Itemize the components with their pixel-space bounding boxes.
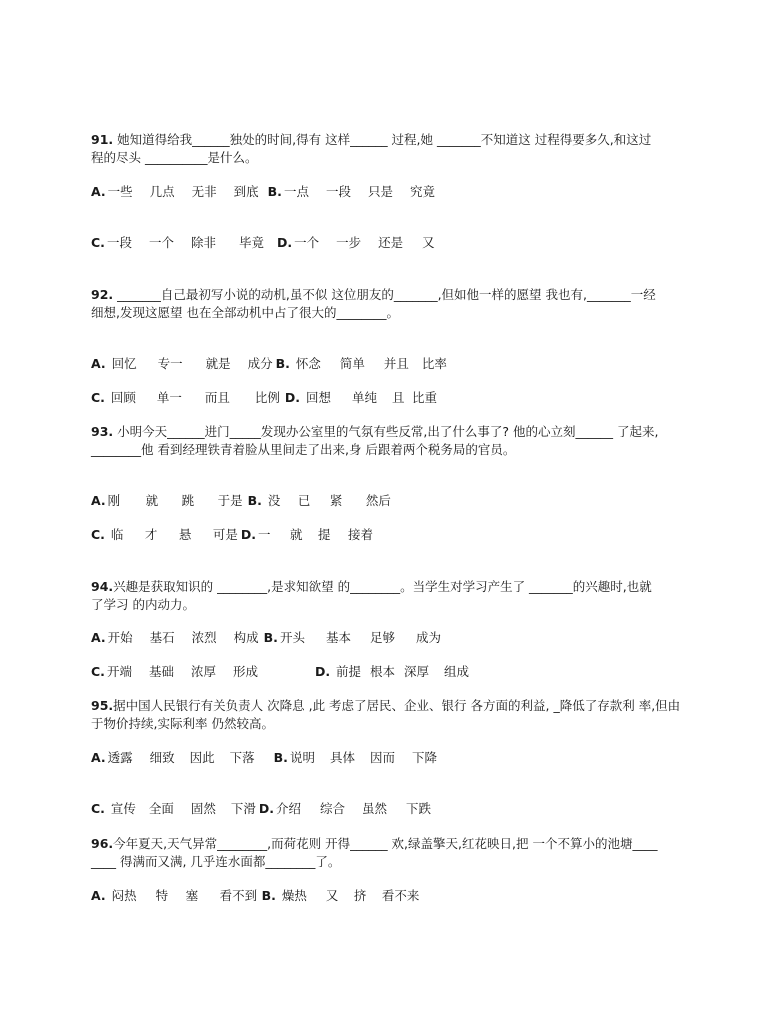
option-letter: B. (261, 888, 276, 903)
option-word: 一步 (336, 235, 362, 250)
option-word: 下落 (229, 750, 255, 765)
question-number: 94. (91, 579, 114, 594)
option-word: 单一 (156, 390, 182, 405)
option-word: 无非 (191, 184, 217, 199)
question-96-stem-line2: ____ 得满而又满, 几乎连水面都________了。 (91, 854, 341, 869)
option-letter: D. (240, 527, 257, 542)
option-word: 特 (155, 888, 169, 903)
option-word: 细致 (149, 750, 175, 765)
option-word: 一段 (106, 235, 132, 250)
option-word: 下降 (411, 750, 437, 765)
question-number: 95. (91, 698, 114, 713)
question-93-options-ab (91, 493, 391, 509)
option-word: 接着 (348, 527, 374, 542)
option-word: 因此 (189, 750, 215, 765)
question-text: 据中国人民银行有关负责人 次降息 ,此 考虑了居民、企业、银行 各方面的利益, _降低了存款利 率,但由 (113, 698, 681, 713)
option-word: 宣传 (110, 801, 136, 816)
question-text: 兴趣是获取知识的 ________,是求知欲望 的________。当学生对学习产生了 _______的兴趣时,也就 (113, 579, 652, 594)
option-word: 前提 (336, 664, 362, 679)
option-word: 足够 (369, 630, 395, 645)
option-letter: B. (263, 630, 278, 645)
option-word: 基础 (148, 664, 174, 679)
question-94-options-ab (91, 630, 441, 646)
question-number: 96. (91, 836, 114, 851)
option-word: 下跌 (406, 801, 432, 816)
option-word: 一些 (107, 184, 133, 199)
option-letter: B. (267, 184, 282, 199)
option-letter: A. (91, 888, 106, 903)
option-word: 又 (422, 235, 435, 250)
option-word: 只是 (367, 184, 393, 199)
option-word: 于是 (217, 493, 243, 508)
option-letter: D. (284, 390, 301, 405)
question-95-stem-line2: 于物价持续,实际利率 仍然较高。 (91, 716, 274, 731)
option-letter: C. (91, 801, 105, 816)
option-word: 透露 (107, 750, 133, 765)
question-95-options-cd (91, 801, 431, 817)
option-word: 形成 (232, 664, 258, 679)
option-letter: D. (258, 801, 275, 816)
option-word: 构成 (233, 630, 259, 645)
option-letter: A. (91, 750, 106, 765)
option-word: 深厚 (404, 664, 430, 679)
option-word: 组成 (444, 664, 470, 679)
question-91-stem-line2: 程的尽头 __________是什么。 (91, 150, 258, 165)
option-word: 悬 (178, 527, 192, 542)
option-word: 固然 (190, 801, 216, 816)
option-word: 而且 (204, 390, 230, 405)
option-word: 燥热 (281, 888, 307, 903)
question-text: _______自己最初写小说的动机,虽不似 这位朋友的_______,但如他一样的愿望 我也有,_______一经 (117, 287, 656, 302)
option-word: 究竟 (409, 184, 435, 199)
option-word: 说明 (289, 750, 315, 765)
question-91-stem-line1 (91, 132, 651, 148)
question-95-stem-line1 (91, 698, 680, 714)
option-word: 除非 (190, 235, 216, 250)
option-word: 下滑 (230, 801, 256, 816)
option-word: 回顾 (110, 390, 136, 405)
option-letter: A. (91, 184, 106, 199)
question-92-stem-line2: 细想,发现这愿望 也在全部动机中占了很大的________。 (91, 305, 399, 320)
option-word: 基本 (325, 630, 351, 645)
option-word: 又 (325, 888, 339, 903)
option-word: 比率 (421, 356, 447, 371)
question-94-stem-line1 (91, 579, 652, 595)
option-word: 介绍 (276, 801, 302, 816)
option-letter: C. (91, 664, 105, 679)
question-93-options-cd (91, 527, 373, 543)
question-96-options-ab (91, 888, 419, 904)
question-91-options-cd (91, 235, 435, 251)
option-word: 虽然 (362, 801, 388, 816)
option-word: 根本 (370, 664, 396, 679)
option-word: 回想 (306, 390, 332, 405)
question-text: 她知道得给我______独处的时间,得有 这样______ 过程,她 _______不知道这 过程得要多久,和这过 (117, 132, 652, 147)
question-91-options-ab (91, 184, 435, 200)
option-word: 开端 (106, 664, 132, 679)
option-letter: C. (91, 235, 105, 250)
option-word: 简单 (339, 356, 365, 371)
option-word: 怀念 (295, 356, 321, 371)
question-96-stem-line1 (91, 836, 657, 852)
question-92-options-cd (91, 390, 437, 406)
question-94-stem-line2: 了学习 的内动力。 (91, 597, 195, 612)
question-94-options-cd (91, 664, 469, 680)
option-word: 临 (110, 527, 124, 542)
option-word: 成为 (415, 630, 441, 645)
option-letter: A. (91, 356, 106, 371)
option-word: 可是 (212, 527, 238, 542)
option-letter: C. (91, 527, 105, 542)
option-word: 专一 (157, 356, 183, 371)
option-word: 一 (258, 527, 271, 542)
option-word: 开头 (279, 630, 305, 645)
option-letter: B. (275, 356, 290, 371)
option-word: 毕竟 (238, 235, 264, 250)
option-word: 单纯 (352, 390, 378, 405)
question-number: 91. (91, 132, 114, 147)
option-word: 成分 (247, 356, 273, 371)
question-93-stem-line2: ________他 看到经理铁青着脸从里间走了出来,身 后跟着两个税务局的官员。 (91, 442, 516, 457)
option-word: 具体 (329, 750, 355, 765)
option-word: 到底 (233, 184, 259, 199)
option-word: 一段 (325, 184, 351, 199)
option-word: 浓厚 (190, 664, 216, 679)
question-92-stem-line1 (91, 287, 656, 303)
option-letter: B. (273, 750, 288, 765)
option-word: 比例 (254, 390, 280, 405)
option-word: 就 (145, 493, 159, 508)
option-word: 看不来 (381, 888, 420, 903)
option-letter: D. (276, 235, 293, 250)
option-word: 综合 (320, 801, 346, 816)
option-letter: A. (91, 493, 106, 508)
option-word: 浓烈 (191, 630, 217, 645)
question-93-stem-line1 (91, 424, 658, 440)
option-word: 没 (267, 493, 281, 508)
option-word: 闷热 (111, 888, 137, 903)
option-word: 回忆 (111, 356, 137, 371)
option-word: 几点 (149, 184, 175, 199)
question-number: 92. (91, 287, 114, 302)
option-word: 开始 (107, 630, 133, 645)
option-word: 提 (318, 527, 331, 542)
question-text: 小明今天______进门_____发现办公室里的气氛有些反常,出了什么事了? 他的心立刻______ 了起来, (117, 424, 659, 439)
option-word: 并且 (383, 356, 409, 371)
question-95-options-ab (91, 750, 437, 766)
option-word: 一点 (283, 184, 309, 199)
option-word: 挤 (353, 888, 367, 903)
option-letter: C. (91, 390, 105, 405)
option-letter: B. (247, 493, 262, 508)
option-word: 看不到 (219, 888, 258, 903)
question-number: 93. (91, 424, 114, 439)
option-word: 且 (392, 390, 405, 405)
option-word: 全面 (148, 801, 174, 816)
option-word: 比重 (412, 390, 438, 405)
option-letter: D. (314, 664, 331, 679)
option-word: 一个 (148, 235, 174, 250)
option-word: 刚 (107, 493, 121, 508)
question-text: 今年夏天,天气异常________,而荷花则 开得______ 欢,绿盖擎天,红花映日,把 一个不算小的池塘____ (113, 836, 658, 851)
option-word: 一个 (294, 235, 320, 250)
option-word: 就 (290, 527, 303, 542)
option-word: 紧 (329, 493, 343, 508)
option-letter: A. (91, 630, 106, 645)
option-word: 就是 (205, 356, 231, 371)
option-word: 还是 (378, 235, 404, 250)
question-92-options-ab (91, 356, 447, 372)
option-word: 才 (144, 527, 158, 542)
option-word: 已 (297, 493, 311, 508)
option-word: 因而 (369, 750, 395, 765)
option-word: 然后 (365, 493, 391, 508)
option-word: 跳 (181, 493, 195, 508)
option-word: 塞 (185, 888, 199, 903)
exam-page (91, 0, 691, 1024)
option-word: 基石 (149, 630, 175, 645)
